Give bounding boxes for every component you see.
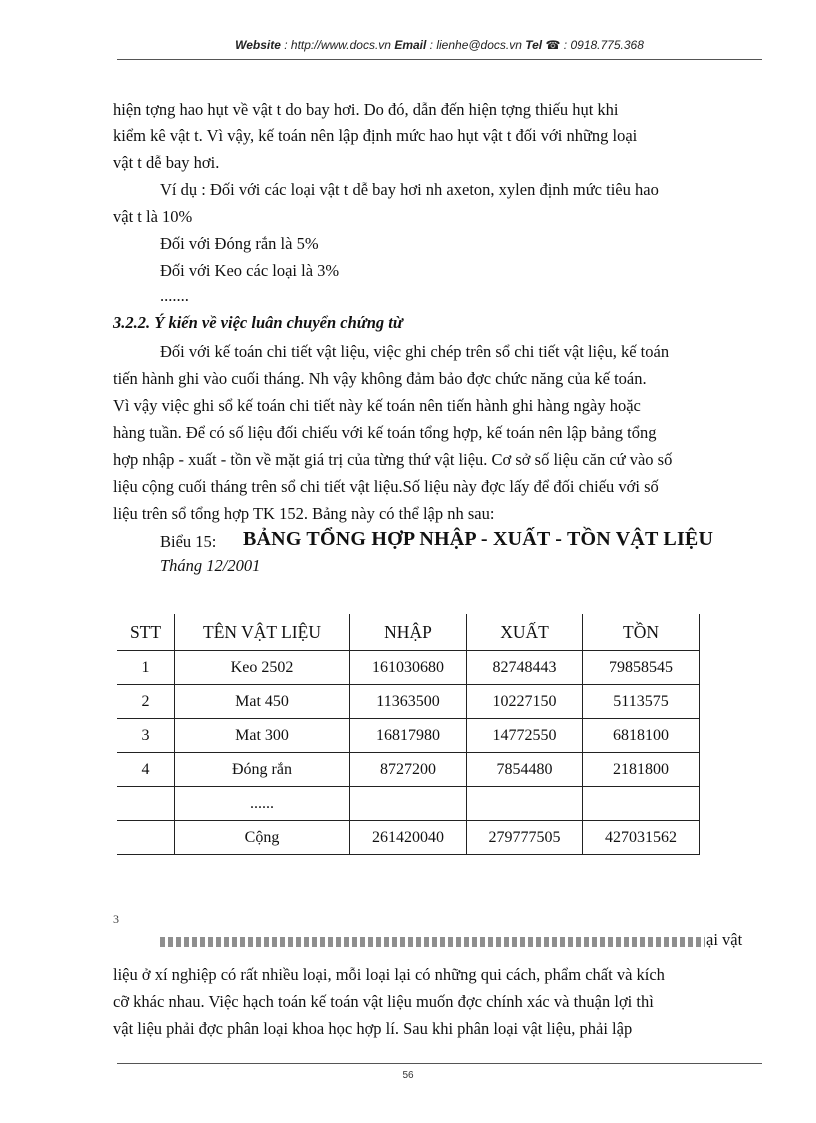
body-line: cỡ khác nhau. Việc hạch toán kế toán vật liệu muốn đợc chính xác và thuận lợi thì xyxy=(113,992,654,1011)
body-line: liệu trên sổ tổng hợp TK 152. Bảng này có thể lập nh sau: xyxy=(113,504,495,523)
cell-stt: 4 xyxy=(117,753,175,787)
table-caption-month: Tháng 12/2001 xyxy=(160,556,261,575)
example-line: Đối với Keo các loại là 3% xyxy=(160,261,340,280)
cell-import: 8727200 xyxy=(350,753,467,787)
footer-divider xyxy=(117,1063,762,1064)
body-line: vật liệu phải đợc phân loại khoa học hợp lí. Sau khi phân loại vật liệu, phải lập xyxy=(113,1019,633,1038)
cell-material: Mat 450 xyxy=(175,685,350,719)
cell-stock: 2181800 xyxy=(583,753,700,787)
table-total-row xyxy=(117,821,700,855)
email-label: Email xyxy=(394,38,427,52)
table-row xyxy=(117,787,700,821)
overlapped-line-tail: ại vật xyxy=(706,930,743,949)
cell-import xyxy=(350,787,467,821)
cell-material: Keo 2502 xyxy=(175,651,350,685)
body-line: kiểm kê vật t. Vì vậy, kế toán nên lập định mức hao hụt vật t đối với những loại xyxy=(113,126,638,145)
cell-total-label: Cộng xyxy=(175,821,350,855)
cell-stock: 6818100 xyxy=(583,719,700,753)
example-line: vật t là 10% xyxy=(113,207,193,226)
body-line: liệu cộng cuối tháng trên sổ chi tiết vật liệu.Số liệu này đợc lấy để đối chiếu với số xyxy=(113,477,659,496)
body-line: Đối với kế toán chi tiết vật liệu, việc ghi chép trên sổ chi tiết vật liệu, kế toán xyxy=(160,342,670,361)
cell-export: 10227150 xyxy=(467,685,583,719)
header-stt: STT xyxy=(117,614,175,651)
website-label: Website xyxy=(235,38,281,52)
overlapped-text-line xyxy=(160,937,705,947)
ellipsis: ....... xyxy=(160,286,189,305)
cell-stock: 5113575 xyxy=(583,685,700,719)
body-line: tiến hành ghi vào cuối tháng. Nh vậy không đảm bảo đợc chức năng của kế toán. xyxy=(113,369,647,388)
body-line: Vì vậy việc ghi sổ kế toán chi tiết này kế toán nên tiến hành ghi hàng ngày hoặc xyxy=(113,396,641,415)
page-header xyxy=(117,38,762,52)
cell-material: ...... xyxy=(175,787,350,821)
cell-export: 7854480 xyxy=(467,753,583,787)
table-caption-title: BẢNG TỔNG HỢP NHẬP - XUẤT - TỒN VẬT LIỆU xyxy=(243,528,714,550)
table-row xyxy=(117,753,700,787)
cell-stt: 3 xyxy=(117,719,175,753)
cell-stt xyxy=(117,821,175,855)
table-caption-label: Biểu 15: xyxy=(160,532,217,551)
header-stock: TỒN xyxy=(583,614,700,651)
body-line: vật t dễ bay hơi. xyxy=(113,153,220,172)
tel-value: : 0918.775.368 xyxy=(563,38,644,52)
cell-stt xyxy=(117,787,175,821)
header-export: XUẤT xyxy=(467,614,583,651)
cell-export xyxy=(467,787,583,821)
table-row xyxy=(117,651,700,685)
header-import: NHẬP xyxy=(350,614,467,651)
example-line: Ví dụ : Đối với các loại vật t dễ bay hơi nh axeton, xylen định mức tiêu hao xyxy=(160,180,659,199)
website-value: : http://www.docs.vn xyxy=(284,38,391,52)
cell-total-import: 261420040 xyxy=(350,821,467,855)
table-header-row xyxy=(117,614,700,651)
body-line: liệu ở xí nghiệp có rất nhiều loại, mỗi loại lại có những qui cách, phẩm chất và kích xyxy=(113,965,665,984)
tel-label: Tel xyxy=(525,38,543,52)
table-row xyxy=(117,719,700,753)
cell-export: 14772550 xyxy=(467,719,583,753)
page-number: 56 xyxy=(402,1070,414,1081)
cell-material: Đóng rắn xyxy=(175,753,350,787)
cell-import: 11363500 xyxy=(350,685,467,719)
cell-material: Mat 300 xyxy=(175,719,350,753)
cell-total-export: 279777505 xyxy=(467,821,583,855)
cell-stt: 1 xyxy=(117,651,175,685)
cell-stt: 2 xyxy=(117,685,175,719)
email-value: : lienhe@docs.vn xyxy=(429,38,522,52)
cell-import: 161030680 xyxy=(350,651,467,685)
body-line: hiện tợng hao hụt về vật t do bay hơi. Do đó, dẫn đến hiện tợng thiếu hụt khi xyxy=(113,100,619,119)
cell-stock xyxy=(583,787,700,821)
header-material: TÊN VẬT LIỆU xyxy=(175,614,350,651)
summary-table xyxy=(117,614,700,855)
body-line: hàng tuần. Để có số liệu đối chiếu với kế toán tổng hợp, kế toán nên lập bảng tổng xyxy=(113,423,657,442)
cell-export: 82748443 xyxy=(467,651,583,685)
section-marker: 3 xyxy=(113,912,119,926)
cell-import: 16817980 xyxy=(350,719,467,753)
section-heading: 3.2.2. Ý kiến về việc luân chuyển chứng từ xyxy=(113,313,403,332)
phone-icon: ☎ xyxy=(545,38,561,52)
table-row xyxy=(117,685,700,719)
example-line: Đối với Đóng rắn là 5% xyxy=(160,234,319,253)
cell-stock: 79858545 xyxy=(583,651,700,685)
body-line: hợp nhập - xuất - tồn về mặt giá trị của từng thứ vật liệu. Cơ sở số liệu căn cứ vào số xyxy=(113,450,673,469)
cell-total-stock: 427031562 xyxy=(583,821,700,855)
header-divider xyxy=(117,59,762,60)
